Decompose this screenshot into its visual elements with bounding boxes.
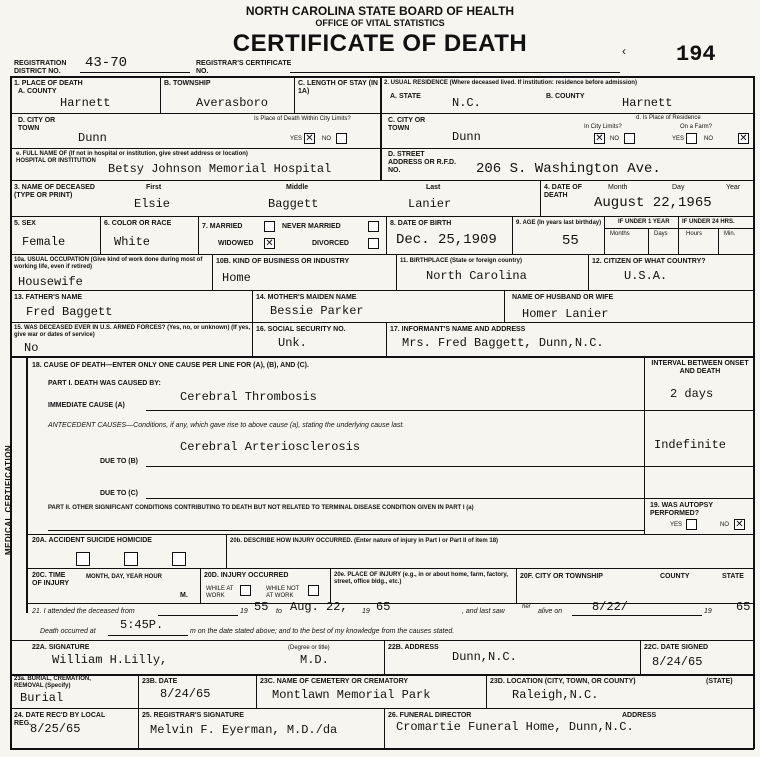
at-work-checkbox[interactable] (240, 585, 251, 596)
length-of-stay-label: C. LENGTH OF STAY (IN 1A) (298, 80, 378, 95)
mother-name: Bessie Parker (270, 304, 364, 318)
autopsy-yes-checkbox[interactable] (686, 519, 697, 530)
suicide-checkbox[interactable] (124, 552, 138, 566)
min-label: Min. (724, 231, 736, 237)
attended-text: 21. I attended the deceased from (32, 608, 135, 615)
res-limits-no-checkbox[interactable] (624, 133, 635, 144)
last-saw-text: , and last saw (462, 608, 505, 615)
autopsy-label: 19. WAS AUTOPSY PERFORMED? (650, 502, 713, 517)
injury-state-label: STATE (722, 573, 744, 580)
not-at-work-label: WHILE NOT AT WORK (266, 586, 300, 599)
name-label: 3. NAME OF DECEASED (TYPE OR PRINT) (14, 184, 95, 199)
limits-yes-checkbox[interactable]: ✕ (305, 133, 314, 144)
signature-label: 22A. SIGNATURE (32, 644, 90, 651)
divorced-label: DIVORCED (312, 240, 349, 247)
widowed-checkbox[interactable]: ✕ (265, 238, 274, 249)
father-label: 13. FATHER'S NAME (14, 294, 83, 301)
location-label: 23D. LOCATION (CITY, TOWN, OR COUNTY) (490, 678, 636, 685)
res-county: Harnett (622, 96, 673, 110)
on-farm-label: On a Farm? (680, 124, 713, 130)
date-signed-label: 22C. DATE SIGNED (644, 644, 709, 651)
due-to-c-label: DUE TO (C) (100, 490, 138, 497)
res-city-label: C. CITY OR TOWN (388, 117, 426, 132)
registrar-signature: Melvin F. Eyerman, M.D./da (150, 723, 338, 737)
burial-date-label: 23B. DATE (142, 678, 178, 685)
married-checkbox[interactable] (264, 221, 275, 232)
attended-to-label: to (276, 608, 282, 615)
month-label: Month (608, 184, 628, 191)
race-label: 6. COLOR OR RACE (104, 220, 172, 227)
divorced-checkbox[interactable] (368, 238, 379, 249)
sig-address: Dunn,N.C. (452, 650, 517, 664)
business: Home (222, 271, 251, 285)
never-married-label: NEVER MARRIED (282, 223, 341, 230)
middle-label: Middle (286, 184, 309, 191)
medical-certification-label: MEDICAL CERTIFICATION (4, 444, 13, 555)
cause-of-death-label: 18. CAUSE OF DEATH—ENTER ONLY ONE CAUSE PER LINE FOR (A), (B), AND (C). (32, 362, 309, 369)
burial-location: Raleigh,N.C. (512, 688, 599, 702)
occupation: Housewife (18, 275, 83, 289)
father-name: Fred Baggett (26, 305, 113, 319)
res-city: Dunn (452, 130, 481, 144)
birth-date-label: 8. DATE OF BIRTH (390, 220, 452, 227)
birthplace: North Carolina (426, 269, 527, 283)
under-1-year-label: IF UNDER 1 YEAR (618, 219, 670, 225)
res-state: N.C. (452, 96, 481, 110)
physician-signature: William H.Lilly, (52, 653, 168, 667)
burial-label: 23a. BURIAL, CREMATION, REMOVAL (Specify) (14, 676, 91, 689)
limits-no-label: NO (322, 136, 331, 142)
antecedent-label: ANTECEDENT CAUSES—Conditions, if any, which gave rise to above cause (a), stating the underlying cause last. (48, 422, 405, 429)
married-label: 7. MARRIED (202, 223, 243, 230)
accident-checkbox[interactable] (76, 552, 90, 566)
res-state-label: A. STATE (390, 93, 421, 100)
place-city: Dunn (78, 131, 107, 145)
alive-year: 65 (736, 600, 751, 614)
place-township: Averasboro (196, 96, 269, 110)
county-label: A. COUNTY (18, 88, 57, 95)
age-label: 9. AGE (In years last birthday) (516, 220, 602, 226)
m-label: M. (180, 592, 188, 599)
informant-label: 17. INFORMANT'S NAME AND ADDRESS (390, 326, 526, 333)
funeral-address-label: ADDRESS (622, 712, 657, 719)
time-of-injury-sub: MONTH, DAY, YEAR HOUR (86, 574, 163, 580)
limits-no-checkbox[interactable] (336, 133, 347, 144)
not-at-work-checkbox[interactable] (308, 585, 319, 596)
res-limits-no-label: NO (610, 136, 619, 142)
burial: Burial (20, 691, 64, 705)
date-of-death: August 22,1965 (594, 195, 712, 211)
last-name: Lanier (408, 197, 452, 211)
days-label: Days (654, 231, 668, 237)
date-recd: 8/25/65 (30, 722, 81, 736)
sex-label: 5. SEX (14, 220, 36, 227)
sig-address-label: 22B. ADDRESS (388, 644, 439, 651)
attended-to-year: 65 (376, 600, 391, 614)
board-name: NORTH CAROLINA STATE BOARD OF HEALTH (245, 4, 515, 18)
spouse-label: NAME OF HUSBAND OR WIFE (512, 294, 614, 301)
date-of-death-label: 4. DATE OF DEATH (544, 184, 582, 199)
mother-label: 14. MOTHER'S MAIDEN NAME (256, 294, 357, 301)
hours-label: Hours (686, 231, 703, 237)
burial-date: 8/24/65 (160, 687, 211, 701)
age: 55 (562, 233, 579, 249)
describe-injury-label: 20b. DESCRIBE HOW INJURY OCCURRED. (Enter nature of injury in Part I or Part II of item 18) (230, 538, 499, 544)
res-place-label: d. Is Place of Residence (636, 115, 701, 121)
first-label: First (146, 184, 162, 191)
spouse-name: Homer Lanier (522, 307, 609, 321)
accident-label: 20A. ACCIDENT SUICIDE HOMICIDE (32, 537, 152, 544)
attended-to-date: Aug. 22, (290, 600, 348, 614)
res-farm-yes-label: YES (672, 136, 685, 142)
city-limits-label: Is Place of Death Within City Limits? (254, 116, 351, 122)
homicide-checkbox[interactable] (172, 552, 186, 566)
year-label: Year (726, 184, 741, 191)
injury-city-label: 20F. CITY OR TOWNSHIP (520, 573, 603, 580)
first-name: Elsie (134, 197, 171, 211)
pencil-mark: ‹ (622, 44, 626, 58)
funeral-director-label: 26. FUNERAL DIRECTOR (388, 712, 472, 719)
birthplace-label: 11. BIRTHPLACE (State or foreign country) (400, 258, 523, 264)
place-of-death-label: 1. PLACE OF DEATH (14, 80, 83, 87)
autopsy-yes-label: YES (670, 522, 683, 528)
widowed-label: WIDOWED (218, 240, 254, 247)
sex: Female (22, 235, 66, 249)
office-name: OFFICE OF VITAL STATISTICS (315, 18, 445, 28)
never-married-checkbox[interactable] (368, 221, 379, 232)
citizen-label: 12. CITIZEN OF WHAT COUNTRY? (592, 258, 706, 265)
months-label: Months (610, 231, 630, 237)
death-occurred-text: Death occurred at (40, 628, 96, 635)
last-label: Last (426, 184, 441, 191)
business-label: 10B. KIND OF BUSINESS OR INDUSTRY (216, 258, 350, 265)
interval-label: INTERVAL BETWEEN ONSET AND DEATH (651, 360, 749, 375)
her-text: her (522, 604, 531, 610)
attended-19-b: 19 (362, 608, 370, 615)
degree-label: (Degree or title) (288, 645, 330, 651)
informant: Mrs. Fred Baggett, Dunn,N.C. (402, 336, 604, 350)
citizen: U.S.A. (624, 269, 668, 283)
best-knowledge-text: m on the date stated above; and to the best of my knowledge from the causes stated. (190, 628, 455, 635)
city-label: D. CITY OR TOWN (18, 117, 56, 132)
interval-a: 2 days (670, 387, 714, 401)
autopsy-no-checkbox[interactable]: ✕ (735, 519, 744, 530)
registration-district-value: 43-70 (85, 55, 128, 71)
res-limits-yes-checkbox[interactable]: ✕ (595, 133, 604, 144)
date-signed: 8/24/65 (652, 655, 703, 669)
registration-district-label: REGISTRATION DISTRICT NO. (14, 60, 67, 75)
location-state-label: (STATE) (706, 678, 733, 685)
interval-b: Indefinite (654, 438, 727, 452)
immediate-cause-label: IMMEDIATE CAUSE (A) (48, 402, 125, 409)
due-to-b: Cerebral Arteriosclerosis (180, 440, 361, 454)
alive-date: 8/22/ (592, 600, 629, 614)
part-2-label: PART II. OTHER SIGNIFICANT CONDITIONS CONTRIBUTING TO DEATH BUT NOT RELATED TO TERMINAL DISEASE CONDITION GIVEN IN PART I (a) (48, 505, 474, 511)
attended-from-year: 55 (254, 600, 269, 614)
funeral-director: Cromartie Funeral Home, Dunn,N.C. (396, 720, 634, 734)
ssn-label: 16. SOCIAL SECURITY NO. (256, 326, 346, 333)
time-of-injury-label: 20C. TIME OF INJURY (32, 572, 70, 587)
day-label: Day (672, 184, 685, 191)
ssn: Unk. (278, 336, 307, 350)
armed-forces-label: 15. WAS DECEASED EVER IN U.S. ARMED FORCES? (Yes, no, or unknown) (If yes, give war or dates of service) (14, 325, 251, 338)
hospital-name: Betsy Johnson Memorial Hospital (108, 162, 332, 176)
injury-occurred-label: 20D. INJURY OCCURRED (204, 572, 289, 579)
due-to-b-label: DUE TO (B) (100, 458, 138, 465)
residence-label: 2. USUAL RESIDENCE (Where deceased lived. If institution: residence before admission) (384, 80, 637, 86)
res-street: 206 S. Washington Ave. (476, 161, 661, 177)
under-24-label: IF UNDER 24 HRS. (682, 219, 735, 225)
cemetery: Montlawn Memorial Park (272, 688, 431, 702)
armed-forces: No (24, 341, 39, 355)
page-title: CERTIFICATE OF DEATH (232, 30, 528, 57)
death-time: 5:45P. (120, 618, 164, 632)
part-1-label: PART I. DEATH WAS CAUSED BY: (48, 380, 161, 387)
street-label: D. STREET ADDRESS OR R.F.D. NO. (388, 151, 457, 174)
at-work-label: WHILE AT WORK (206, 586, 234, 599)
race: White (114, 235, 151, 249)
alive-on-text: alive on (538, 608, 563, 615)
injury-county-label: COUNTY (660, 573, 690, 580)
place-of-injury-label: 20e. PLACE OF INJURY (e.g., in or about home, farm, factory, street, office bldg., etc.) (334, 572, 508, 585)
registrar-signature-label: 25. REGISTRAR'S SIGNATURE (142, 712, 244, 719)
hospital-label: e. FULL NAME OF (If not in hospital or institution, give street address or location) HOSPITAL OR INSTITUTION (16, 151, 248, 164)
degree: M.D. (300, 653, 329, 667)
occupation-label: 10a. USUAL OCCUPATION (Give kind of work done during most of working life, even if retired) (14, 257, 203, 270)
limits-yes-label: YES (290, 136, 303, 142)
birth-date: Dec. 25,1909 (396, 232, 497, 248)
in-city-label: In City Limits? (584, 124, 622, 130)
res-farm-no-checkbox[interactable]: ✕ (739, 133, 748, 144)
middle-name: Baggett (268, 197, 319, 211)
cemetery-label: 23C. NAME OF CEMETERY OR CREMATORY (260, 678, 409, 685)
immediate-cause: Cerebral Thrombosis (180, 390, 317, 404)
date-recd-label: 24. DATE REC'D BY LOCAL REG. (14, 712, 106, 727)
place-county: Harnett (60, 96, 111, 110)
res-farm-yes-checkbox[interactable] (686, 133, 697, 144)
autopsy-no-label: NO (720, 522, 729, 528)
res-farm-no-label: NO (704, 136, 713, 142)
certificate-number: 194 (676, 42, 716, 67)
registrar-certificate-label: REGISTRAR'S CERTIFICATE NO. (196, 60, 292, 75)
res-county-label: B. COUNTY (546, 93, 585, 100)
township-label: B. TOWNSHIP (164, 80, 211, 87)
attended-19-c: 19 (704, 608, 712, 615)
attended-19-a: 19 (240, 608, 248, 615)
